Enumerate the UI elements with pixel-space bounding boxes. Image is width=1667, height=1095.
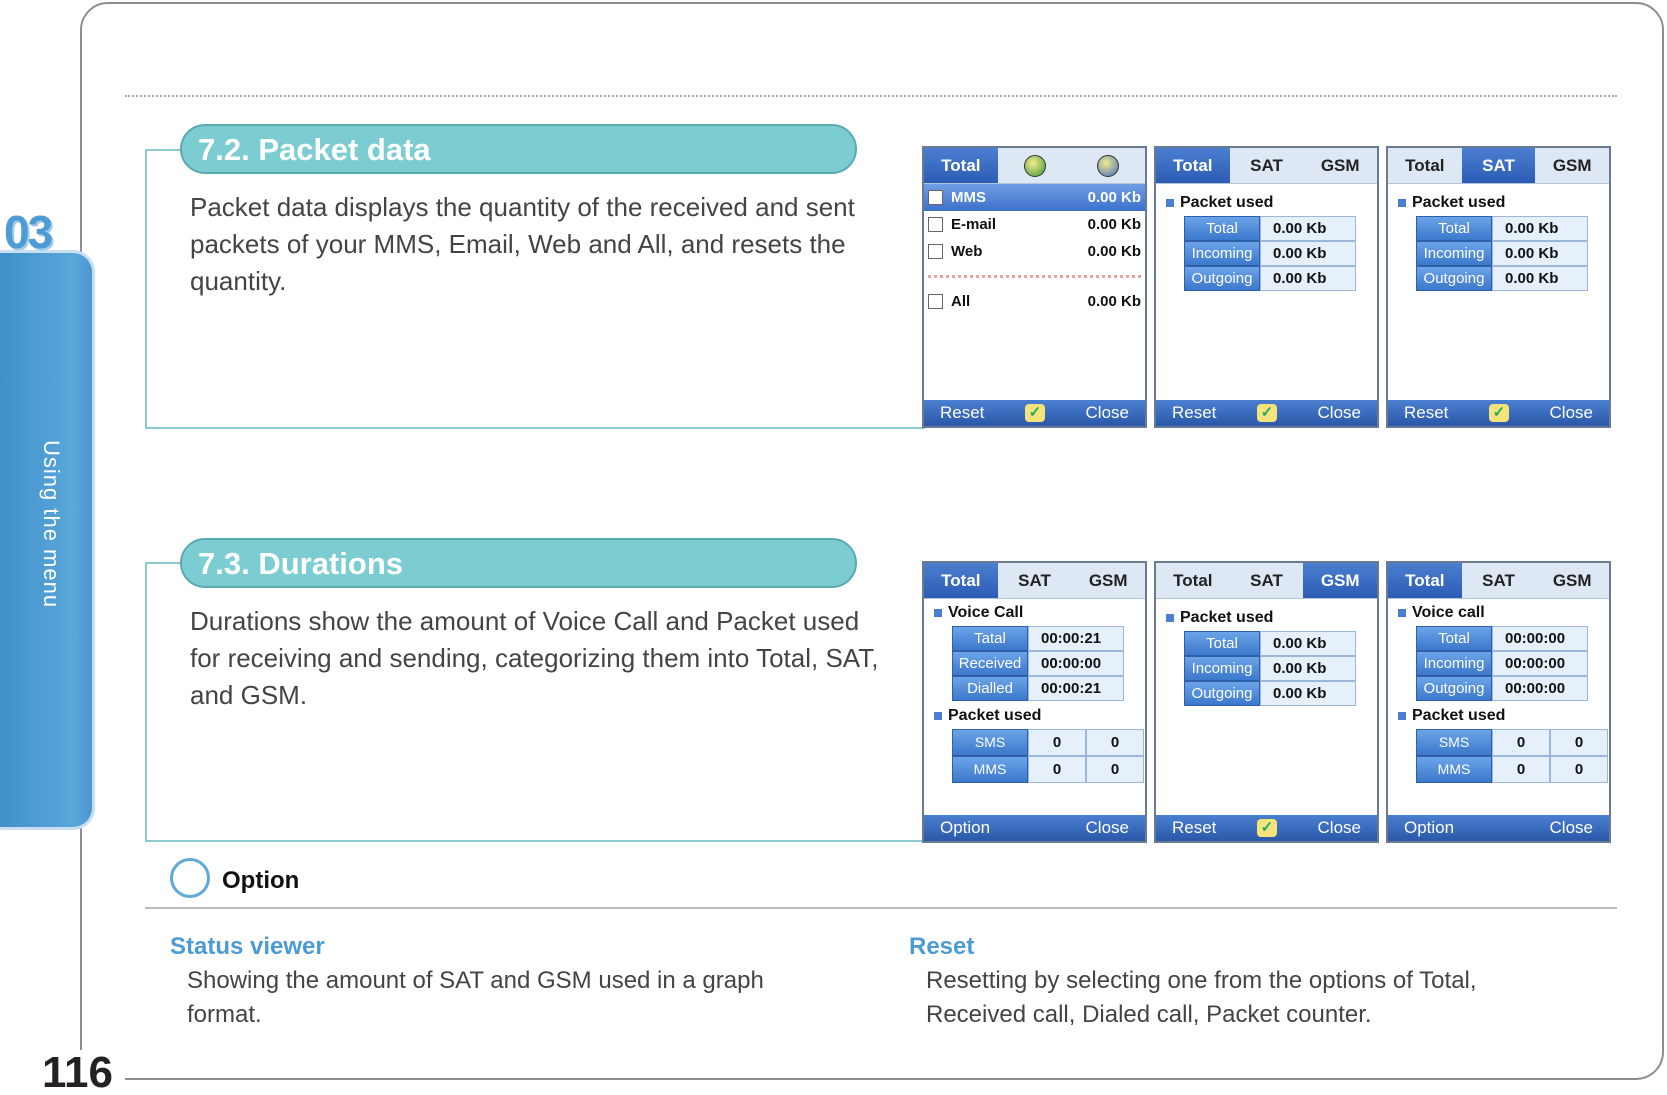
section-left-line [145,562,147,841]
stat-value: 00:00:00 [1028,651,1124,676]
option-heading: Option [222,867,300,894]
bullet-icon [934,609,942,617]
magnifier-icon [170,858,210,898]
packet-out: 0 [1550,729,1608,756]
page-number: 116 [42,1048,113,1095]
checkbox[interactable] [928,294,943,309]
group-heading [924,599,1145,626]
stat-row [952,626,1145,651]
tab-gsm[interactable]: GSM [1088,571,1128,590]
tab-total[interactable]: Total [924,563,998,598]
stat-value: 0.00 Kb [1260,656,1356,681]
phone-screen-durations-gsm [1154,561,1379,843]
softkey-bar [1388,400,1609,426]
group-label: Packet used [1412,194,1506,211]
stat-value: 00:00:00 [1492,626,1588,651]
ok-check-icon[interactable]: ✓ [1025,404,1045,422]
stat-value: 0.00 Kb [1260,241,1356,266]
option-title-status-viewer: Status viewer [170,933,325,960]
option-text-line: format. [187,1001,262,1028]
checkbox[interactable] [928,190,943,205]
softkey-close[interactable]: Close [1317,403,1361,422]
packet-label: SMS [1416,729,1492,756]
packet-in: 0 [1492,756,1550,783]
phone-screen-packet-total [1154,146,1379,428]
softkey-option[interactable]: Option [940,818,991,837]
stat-row [1416,676,1609,701]
phone-screen-durations-voice [1386,561,1611,843]
stat-label: Dialled [952,676,1028,701]
desc-line: quantity. [190,266,287,296]
stat-value: 0.00 Kb [1492,216,1588,241]
packet-out: 0 [1550,756,1608,783]
bullet-icon [1398,609,1406,617]
download-icon [1097,155,1119,177]
tab-sat[interactable]: SAT [1018,571,1051,590]
bullet-icon [1398,712,1406,720]
item-label: Web [951,243,983,260]
bullet-icon [1166,614,1174,622]
option-divider [145,907,1617,909]
stat-row [1184,266,1377,291]
stat-row [1184,631,1377,656]
softkey-close[interactable]: Close [1549,818,1593,837]
packet-label: MMS [1416,756,1492,783]
group-label: Packet used [1180,194,1274,211]
stat-label: Incoming [1416,651,1492,676]
group-heading [1388,701,1609,729]
stat-value: 00:00:21 [1028,676,1124,701]
stat-row [1416,241,1609,266]
bullet-icon [1398,199,1406,207]
bullet-icon [1166,199,1174,207]
option-title-reset: Reset [909,933,975,960]
softkey-bar [1156,815,1377,841]
softkey-reset[interactable]: Reset [1172,818,1217,837]
stat-value: 0.00 Kb [1260,681,1356,706]
option-text-status-viewer [187,964,764,1032]
stat-value: 00:00:21 [1028,626,1124,651]
upload-icon [1024,155,1046,177]
softkey-reset[interactable]: Reset [1404,403,1449,422]
stat-row [1184,681,1377,706]
stat-label: Tatal [952,626,1028,651]
section-bottom-line [145,840,925,842]
section-top-line [145,562,185,564]
group-label: Packet used [948,707,1042,724]
stat-value: 0.00 Kb [1492,266,1588,291]
stat-label: Outgoing [1184,681,1260,706]
section-title-packet-data: 7.2. Packet data [180,124,857,174]
packet-out: 0 [1086,756,1144,783]
group-heading [1156,599,1377,631]
stat-row [952,651,1145,676]
packet-row [952,756,1145,783]
packet-label: SMS [952,729,1028,756]
item-value: 0.00 Kb [1087,189,1141,206]
ok-check-icon[interactable]: ✓ [1257,819,1277,837]
checkbox[interactable] [928,244,943,259]
stat-label: Total [1416,216,1492,241]
item-value: 0.00 Kb [1087,243,1141,260]
tab-sat[interactable]: SAT [1250,571,1283,590]
section-bottom-line [145,427,925,429]
tab-bar [1388,563,1609,599]
desc-line: packets of your MMS, Email, Web and All, and resets the [190,229,846,259]
packet-description [190,189,855,300]
chapter-number: 03 [4,206,52,258]
item-label: All [951,293,971,310]
softkey-bar [1388,815,1609,841]
tab-gsm[interactable]: GSM [1303,563,1377,598]
stat-row [1416,651,1609,676]
desc-line: and GSM. [190,680,308,710]
stat-value: 0.00 Kb [1260,216,1356,241]
softkey-bar [1156,400,1377,426]
group-label: Voice call [1412,604,1485,621]
chapter-side-label: Using the menu [39,440,64,609]
section-title-durations: 7.3. Durations [180,538,857,588]
list-item-web[interactable] [924,238,1145,265]
group-heading [1388,599,1609,626]
section-top-line [145,149,185,151]
packet-row [1416,756,1609,783]
stat-row [1416,626,1609,651]
tab-bar [1156,563,1377,599]
group-heading [924,701,1145,729]
stat-label: Total [1184,216,1260,241]
stat-value: 00:00:00 [1492,676,1588,701]
phone-screen-durations-total [922,561,1147,843]
tab-bar [1388,148,1609,184]
softkey-close[interactable]: Close [1549,403,1593,422]
stat-row [1416,216,1609,241]
softkey-close[interactable]: Close [1085,818,1129,837]
group-heading [1388,184,1609,216]
ok-check-icon[interactable]: ✓ [1257,404,1277,422]
softkey-option[interactable]: Option [1404,818,1455,837]
softkey-bar [924,815,1145,841]
list-item-mms[interactable] [924,184,1145,211]
item-value: 0.00 Kb [1087,293,1141,310]
stat-label: Outgoing [1184,266,1260,291]
packet-row [1416,729,1609,756]
stat-value: 0.00 Kb [1260,266,1356,291]
softkey-reset[interactable]: Reset [1172,403,1217,422]
option-text-reset [926,964,1477,1032]
option-text-line: Resetting by selecting one from the options of Total, [926,967,1477,994]
group-label: Voice Call [948,604,1024,621]
desc-line: for receiving and sending, categorizing them into Total, SAT, [190,643,879,673]
tab-bar [924,563,1145,599]
tab-gsm[interactable]: GSM [1552,156,1592,175]
stat-value: 00:00:00 [1492,651,1588,676]
tab-gsm[interactable]: GSM [1320,156,1360,175]
item-label: MMS [951,189,986,206]
tab-total[interactable]: Total [1388,563,1462,598]
stat-row [1184,241,1377,266]
option-text-line: Received call, Dialed call, Packet counter. [926,1001,1372,1028]
tab-sat[interactable]: SAT [1462,148,1536,183]
packet-in: 0 [1492,729,1550,756]
tab-bar [924,148,1145,184]
stat-label: Incoming [1184,656,1260,681]
durations-description [190,603,878,714]
stat-label: Incoming [1416,241,1492,266]
tab-total[interactable]: Total [1405,156,1445,175]
item-label: E-mail [951,216,997,233]
packet-in: 0 [1028,756,1086,783]
stat-label: Outgoing [1416,266,1492,291]
phone-screen-packet-sat [1386,146,1611,428]
tab-received[interactable] [1071,148,1145,183]
group-label: Packet used [1412,707,1506,724]
stat-label: Total [1184,631,1260,656]
stat-label: Received [952,651,1028,676]
tab-gsm[interactable]: GSM [1552,571,1592,590]
list-item-email[interactable] [924,211,1145,238]
desc-line: Durations show the amount of Voice Call and Packet used [190,606,860,636]
softkey-close[interactable]: Close [1317,818,1361,837]
stat-row [1184,656,1377,681]
packet-row [952,729,1145,756]
stat-row [1184,216,1377,241]
stat-label: Outgoing [1416,676,1492,701]
dotted-separator [928,275,1141,278]
stat-value: 0.00 Kb [1260,631,1356,656]
phone-screen-packet-list [922,146,1147,428]
softkey-reset[interactable]: Reset [940,403,985,422]
packet-out: 0 [1086,729,1144,756]
stat-value: 0.00 Kb [1492,241,1588,266]
footer-line [125,1078,1625,1080]
softkey-close[interactable]: Close [1085,403,1129,422]
checkbox[interactable] [928,217,943,232]
tab-total[interactable]: Total [924,148,998,183]
group-label: Packet used [1180,609,1274,626]
tab-sat[interactable]: SAT [1482,571,1515,590]
header-divider [125,95,1617,97]
stat-label: Total [1416,626,1492,651]
stat-label: Incoming [1184,241,1260,266]
stat-row [952,676,1145,701]
packet-label: MMS [952,756,1028,783]
group-heading [1156,184,1377,216]
option-text-line: Showing the amount of SAT and GSM used in a graph [187,967,764,994]
section-left-line [145,149,147,428]
ok-check-icon[interactable]: ✓ [1489,404,1509,422]
stat-row [1416,266,1609,291]
softkey-bar [924,400,1145,426]
tab-total[interactable]: Total [1156,148,1230,183]
bullet-icon [934,712,942,720]
packet-in: 0 [1028,729,1086,756]
desc-line: Packet data displays the quantity of the received and sent [190,192,855,222]
tab-sent[interactable] [998,148,1072,183]
tab-sat[interactable]: SAT [1250,156,1283,175]
tab-total[interactable]: Total [1173,571,1213,590]
list-item-all[interactable] [924,288,1145,315]
item-value: 0.00 Kb [1087,216,1141,233]
tab-bar [1156,148,1377,184]
